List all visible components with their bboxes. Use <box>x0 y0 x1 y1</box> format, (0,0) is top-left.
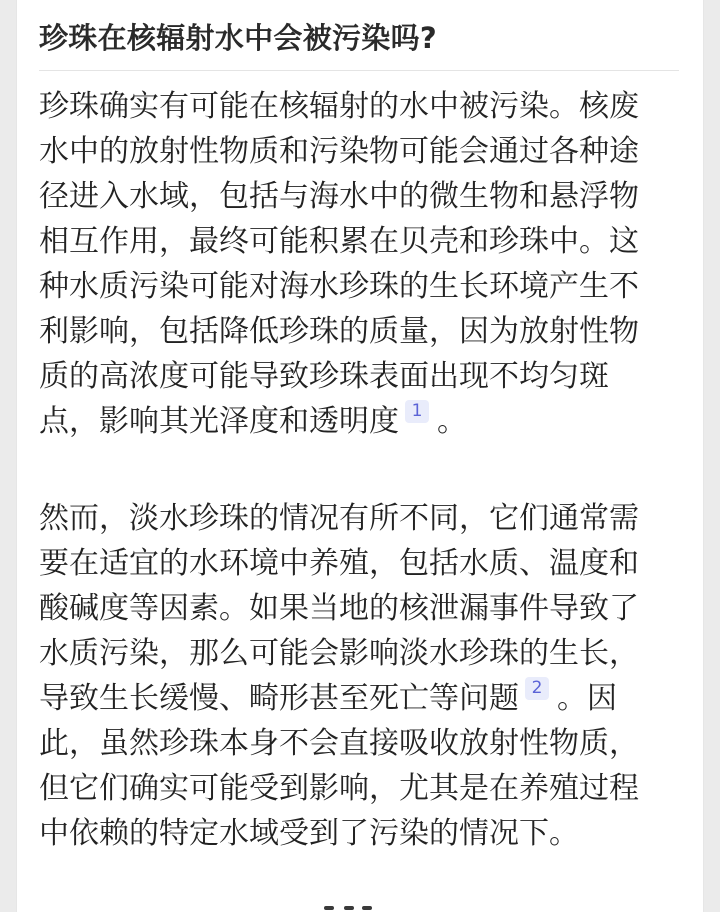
text-line: 质的高浓度可能导致珍珠表面出现不均匀斑 <box>39 359 609 394</box>
text-line-with-citation <box>39 399 639 444</box>
text-fragment-mark <box>362 906 372 910</box>
text-line: 然而，淡水珍珠的情况有所不同，它们通常需 <box>39 501 639 536</box>
chat-answer-card <box>16 0 704 912</box>
text-line: 水质污染，那么可能会影响淡水珍珠的生长， <box>39 636 639 671</box>
citation-badge-1[interactable]: 1 <box>405 400 429 423</box>
text-line: 水中的放射性物质和污染物可能会通过各种途 <box>39 134 639 169</box>
citation-badge-2[interactable]: 2 <box>525 677 549 700</box>
text-fragment-mark <box>324 906 334 910</box>
answer-paragraph-2 <box>39 496 639 856</box>
text-line: 要在适宜的水环境中养殖，包括水质、温度和 <box>39 546 639 581</box>
text-line: 相互作用，最终可能积累在贝壳和珍珠中。这 <box>39 224 639 259</box>
question-title: 珍珠在核辐射水中会被污染吗? <box>39 21 438 55</box>
cut-off-text-fragment <box>322 906 384 912</box>
text-segment: 。因 <box>557 681 617 716</box>
text-segment: 。 <box>437 404 467 439</box>
text-line: 利影响，包括降低珍珠的质量，因为放射性物 <box>39 314 639 349</box>
text-line: 珍珠确实有可能在核辐射的水中被污染。核废 <box>39 89 639 124</box>
text-line-with-citation <box>39 676 639 721</box>
text-fragment-mark <box>344 906 354 910</box>
text-segment: 导致生长缓慢、畸形甚至死亡等问题 <box>39 681 519 716</box>
text-line: 但它们确实可能受到影响，尤其是在养殖过程 <box>39 771 639 806</box>
answer-paragraph-1 <box>39 84 639 444</box>
text-segment: 点，影响其光泽度和透明度 <box>39 404 399 439</box>
text-line: 酸碱度等因素。如果当地的核泄漏事件导致了 <box>39 591 639 626</box>
divider <box>39 70 679 71</box>
text-line: 径进入水域，包括与海水中的微生物和悬浮物 <box>39 179 639 214</box>
text-line: 种水质污染可能对海水珍珠的生长环境产生不 <box>39 269 639 304</box>
text-line: 此，虽然珍珠本身不会直接吸收放射性物质， <box>39 726 639 761</box>
text-line: 中依赖的特定水域受到了污染的情况下。 <box>39 816 579 851</box>
